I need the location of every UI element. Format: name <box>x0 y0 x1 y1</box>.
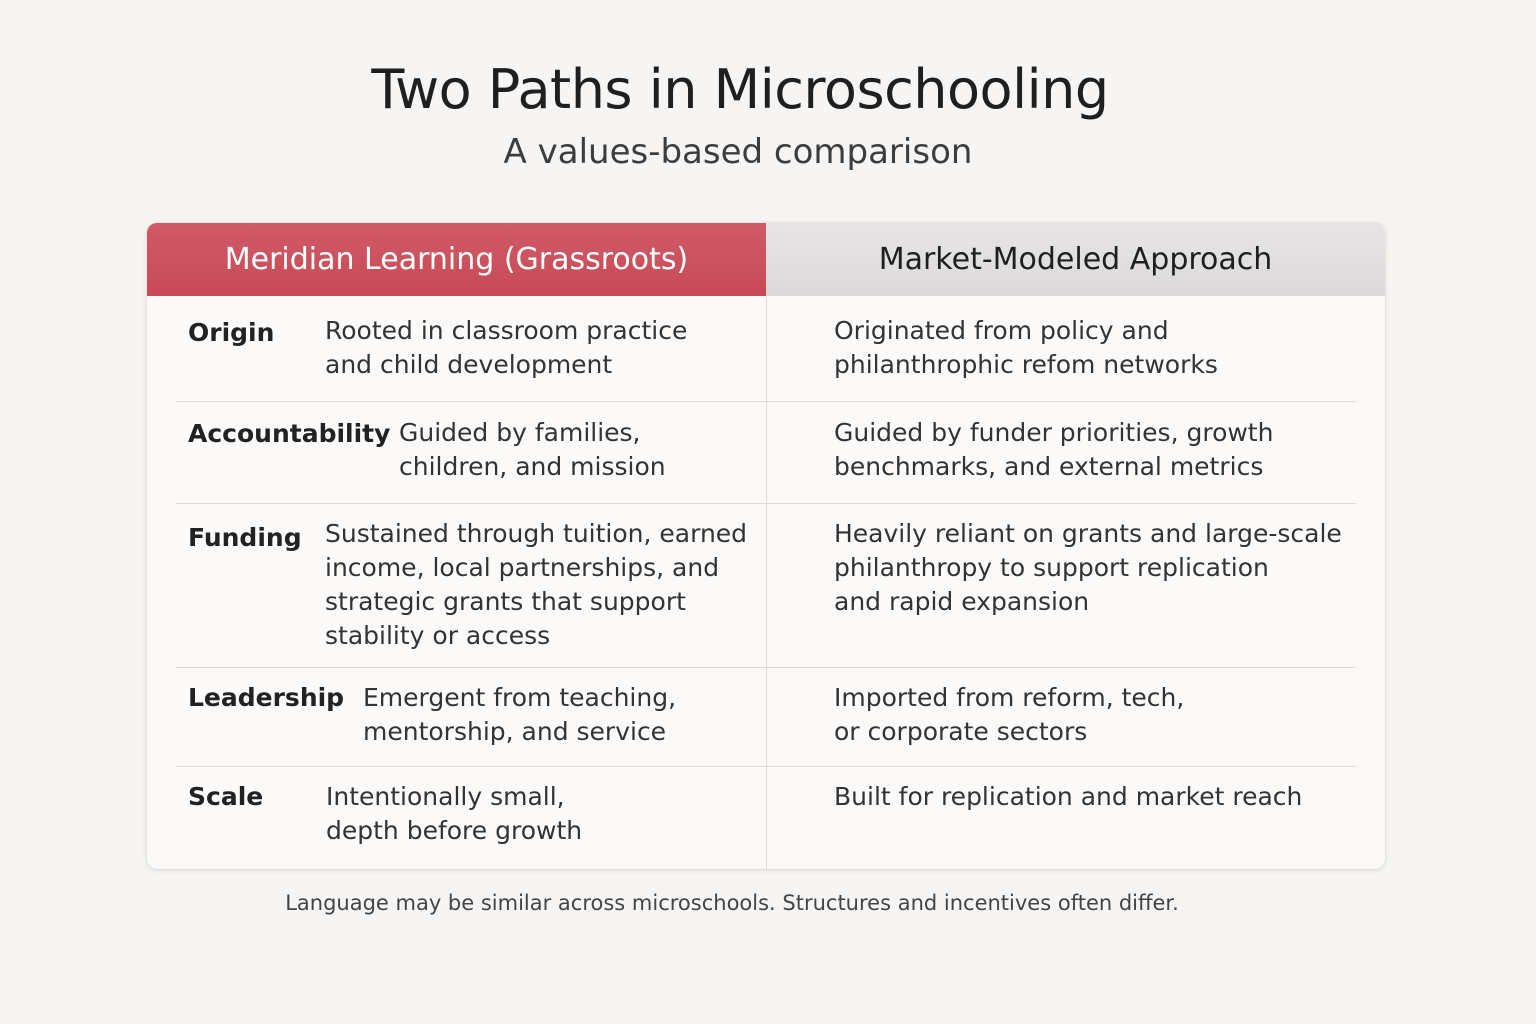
cell-accountability-market <box>834 416 1273 484</box>
text-line: income, local partnerships, and <box>325 553 720 582</box>
comparison-table <box>147 223 1385 869</box>
text-line: Emergent from teaching, <box>363 683 677 712</box>
text-line: Guided by funder priorities, growth <box>834 418 1274 447</box>
row-divider <box>176 401 1356 402</box>
row-label-origin: Origin <box>188 318 275 347</box>
text-line: children, and mission <box>399 452 666 481</box>
text-line: benchmarks, and external metrics <box>834 452 1264 481</box>
page-subtitle: A values-based comparison <box>503 132 973 172</box>
cell-scale-market <box>834 780 1302 814</box>
text-line: Originated from policy and <box>834 316 1169 345</box>
text-line: philanthrophic refom networks <box>834 350 1218 379</box>
row-divider <box>176 667 1356 668</box>
column-header-market: Market-Modeled Approach <box>766 223 1385 296</box>
cell-origin-grassroots <box>325 314 687 382</box>
text-line: Rooted in classroom practice <box>325 316 688 345</box>
text-line: or corporate sectors <box>834 717 1088 746</box>
text-line: and rapid expansion <box>834 587 1090 616</box>
text-line: depth before growth <box>326 816 583 845</box>
footnote: Language may be similar across microschools. Structures and incentives often differ. <box>285 891 1179 915</box>
text-line: strategic grants that support <box>325 587 686 616</box>
text-line: Intentionally small, <box>326 782 565 811</box>
text-line: mentorship, and service <box>363 717 667 746</box>
text-line: Imported from reform, tech, <box>834 683 1185 712</box>
cell-leadership-market <box>834 681 1184 749</box>
column-header-grassroots: Meridian Learning (Grassroots) <box>147 223 766 296</box>
text-line: Guided by families, <box>399 418 641 447</box>
row-divider <box>176 503 1356 504</box>
cell-accountability-grassroots <box>399 416 666 484</box>
text-line: Sustained through tuition, earned <box>325 519 748 548</box>
row-label-accountability: Accountability <box>188 419 391 448</box>
text-line: and child development <box>325 350 613 379</box>
text-line: stability or access <box>325 621 551 650</box>
text-line: philanthropy to support replication <box>834 553 1269 582</box>
cell-scale-grassroots <box>326 780 582 848</box>
text-line: Heavily reliant on grants and large-scale <box>834 519 1342 548</box>
cell-leadership-grassroots <box>363 681 676 749</box>
cell-funding-market <box>834 517 1342 619</box>
cell-funding-grassroots <box>325 517 747 653</box>
row-label-leadership: Leadership <box>188 683 345 712</box>
text-line: Built for replication and market reach <box>834 782 1303 811</box>
row-divider <box>176 766 1356 767</box>
row-label-scale: Scale <box>188 782 264 811</box>
page-title: Two Paths in Microschooling <box>371 58 1109 121</box>
column-divider <box>766 296 767 869</box>
cell-origin-market <box>834 314 1218 382</box>
row-label-funding: Funding <box>188 523 302 552</box>
